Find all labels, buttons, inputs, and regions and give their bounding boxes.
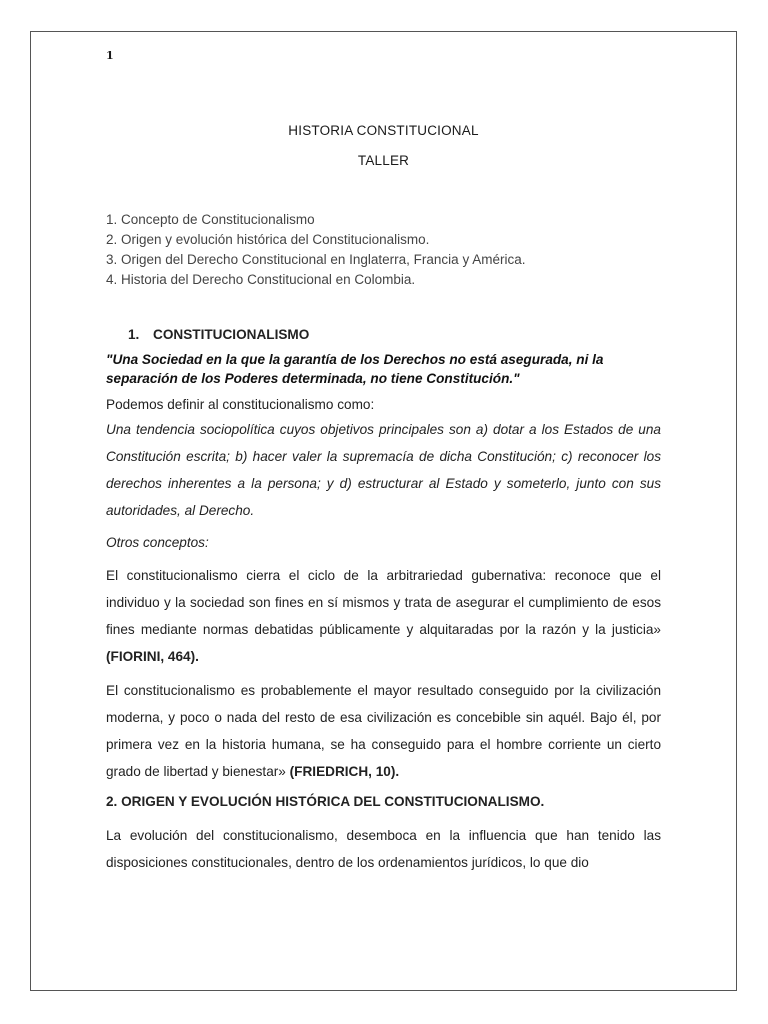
document-subtitle: TALLER <box>357 153 410 168</box>
paragraph-friedrich <box>106 677 661 785</box>
section-1-heading <box>128 325 661 345</box>
citation-fiorini: (FIORINI, 464). <box>106 649 199 664</box>
document-page <box>30 31 737 991</box>
citation-friedrich: (FRIEDRICH, 10). <box>289 764 400 779</box>
document-body <box>106 325 661 883</box>
epigraph-quote: "Una Sociedad en la que la garantía de los Derechos no está asegurada, ni la separación de los Poderes determinada, no tiene Constitución." <box>106 352 604 386</box>
section-1-number: 1. <box>128 327 140 342</box>
section-2-heading: 2. ORIGEN Y EVOLUCIÓN HISTÓRICA DEL CONSTITUCIONALISMO. <box>106 794 545 809</box>
topic-list <box>106 210 525 290</box>
topic-item: 3. Origen del Derecho Constitucional en Inglaterra, Francia y América. <box>106 252 526 267</box>
definition-text: Una tendencia sociopolítica cuyos objetivos principales son a) dotar a los Estados de una Constitución escrita; b) hacer valer la supremacía de dicha Constitución; c) reconocer los derechos inherentes a la persona; y d) estructurar al Estado y someterlo, junto con sus autoridades, al Derecho. <box>106 422 661 518</box>
document-title: HISTORIA CONSTITUCIONAL <box>288 123 479 138</box>
topic-item: 4. Historia del Derecho Constitucional en Colombia. <box>106 272 416 287</box>
topic-item: 1. Concepto de Constitucionalismo <box>106 212 315 227</box>
topic-item: 2. Origen y evolución histórica del Constitucionalismo. <box>106 232 430 247</box>
paragraph-fiorini-text: El constitucionalismo cierra el ciclo de la arbitrariedad gubernativa: reconoce que el individuo y la sociedad son fines en sí mismos y trata de asegurar el cumplimiento de esos fines mediante normas debatidas públicamente y alquitaradas por la razón y la justicia» <box>106 568 661 637</box>
paragraph-friedrich-text: El constitucionalismo es probablemente el mayor resultado conseguido por la civilización moderna, y poco o nada del resto de esa civilización es concebible sin aquél. Bajo él, por primera vez en la historia humana, se ha conseguido para el hombre corriente un cierto grado de libertad y bienestar» <box>106 683 661 779</box>
section-2-paragraph: La evolución del constitucionalismo, desemboca en la influencia que han tenido las disposiciones constitucionales, dentro de los ordenamientos jurídicos, lo que dio <box>106 828 661 870</box>
section-1-heading-text: CONSTITUCIONALISMO <box>153 327 310 342</box>
paragraph-fiorini <box>106 562 661 670</box>
page-number: 1 <box>106 49 114 62</box>
other-concepts-label: Otros conceptos: <box>106 535 209 550</box>
definition-lead: Podemos definir al constitucionalismo como: <box>106 397 375 412</box>
